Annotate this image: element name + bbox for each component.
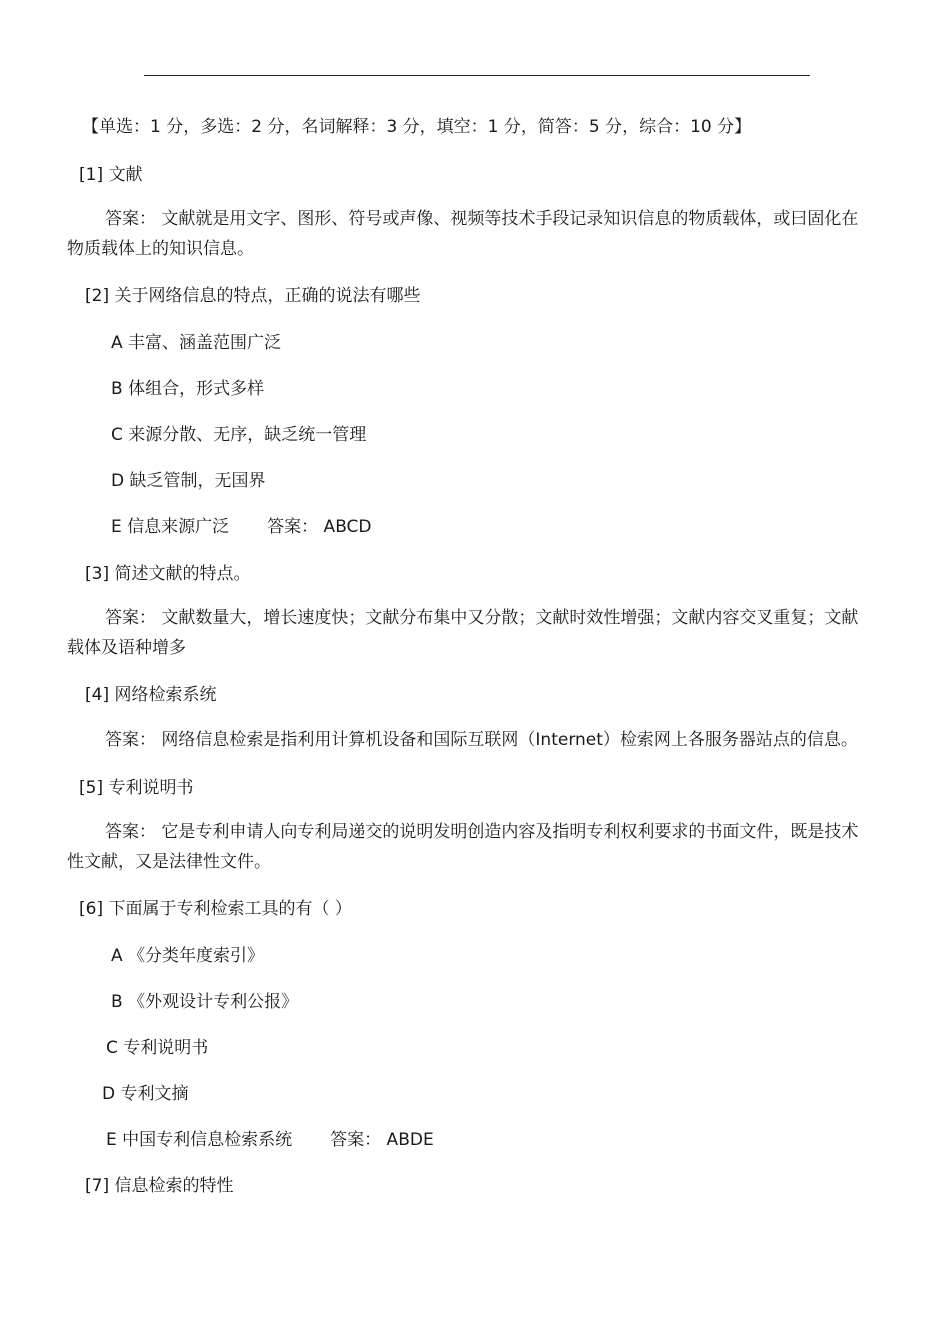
question-1-title: [1] 文献 — [79, 165, 143, 185]
answer-text: 答案： 它是专利申请人向专利局递交的说明发明创造内容及指明专利权利要求的书面文件，既是技术性文献，又是法律性文件。 — [67, 822, 859, 872]
question-6-option-e-row — [106, 1129, 434, 1151]
question-5-answer — [67, 817, 867, 877]
question-7-title: [7] 信息检索的特性 — [85, 1176, 234, 1196]
question-2-option-b: B 体组合，形式多样 — [111, 379, 265, 399]
question-2-option-e-row — [111, 516, 372, 538]
question-2-option-c: C 来源分散、无序，缺乏统一管理 — [111, 425, 367, 445]
answer-text: 答案： 文献数量大，增长速度快；文献分布集中又分散；文献时效性增强；文献内容交叉重复；文献载体及语种增多 — [67, 608, 859, 658]
question-2-option-e: E 信息来源广泛 — [111, 517, 230, 537]
question-6-option-b: B 《外观设计专利公报》 — [111, 992, 299, 1012]
question-4-title: [4] 网络检索系统 — [85, 685, 217, 705]
scoring-note: 【单选：1 分，多选：2 分，名词解释：3 分，填空：1 分，简答：5 分，综合：10 分】 — [82, 117, 752, 137]
question-1-answer — [67, 204, 867, 264]
question-6-option-d: D 专利文摘 — [102, 1084, 189, 1104]
question-6-option-e: E 中国专利信息检索系统 — [106, 1130, 293, 1150]
question-6-title: [6] 下面属于专利检索工具的有（ ） — [79, 899, 352, 919]
question-2-answer: 答案： ABCD — [267, 517, 372, 537]
question-2-title: [2] 关于网络信息的特点，正确的说法有哪些 — [85, 286, 421, 306]
question-3-answer — [67, 603, 867, 663]
question-3-title: [3] 简述文献的特点。 — [85, 564, 251, 584]
question-2-option-a: A 丰富、涵盖范围广泛 — [111, 333, 282, 353]
question-2-option-d: D 缺乏管制，无国界 — [111, 471, 266, 491]
question-6-option-c: C 专利说明书 — [106, 1038, 209, 1058]
question-5-title: [5] 专利说明书 — [79, 778, 194, 798]
header-rule — [144, 75, 810, 76]
question-6-option-a: A 《分类年度索引》 — [111, 946, 265, 966]
answer-text: 答案： 文献就是用文字、图形、符号或声像、视频等技术手段记录知识信息的物质载体，或曰固化在物质载体上的知识信息。 — [67, 209, 859, 259]
question-4-answer: 答案： 网络信息检索是指利用计算机设备和国际互联网（Internet）检索网上各服务器站点的信息。 — [105, 730, 858, 750]
question-6-answer: 答案： ABDE — [330, 1130, 434, 1150]
